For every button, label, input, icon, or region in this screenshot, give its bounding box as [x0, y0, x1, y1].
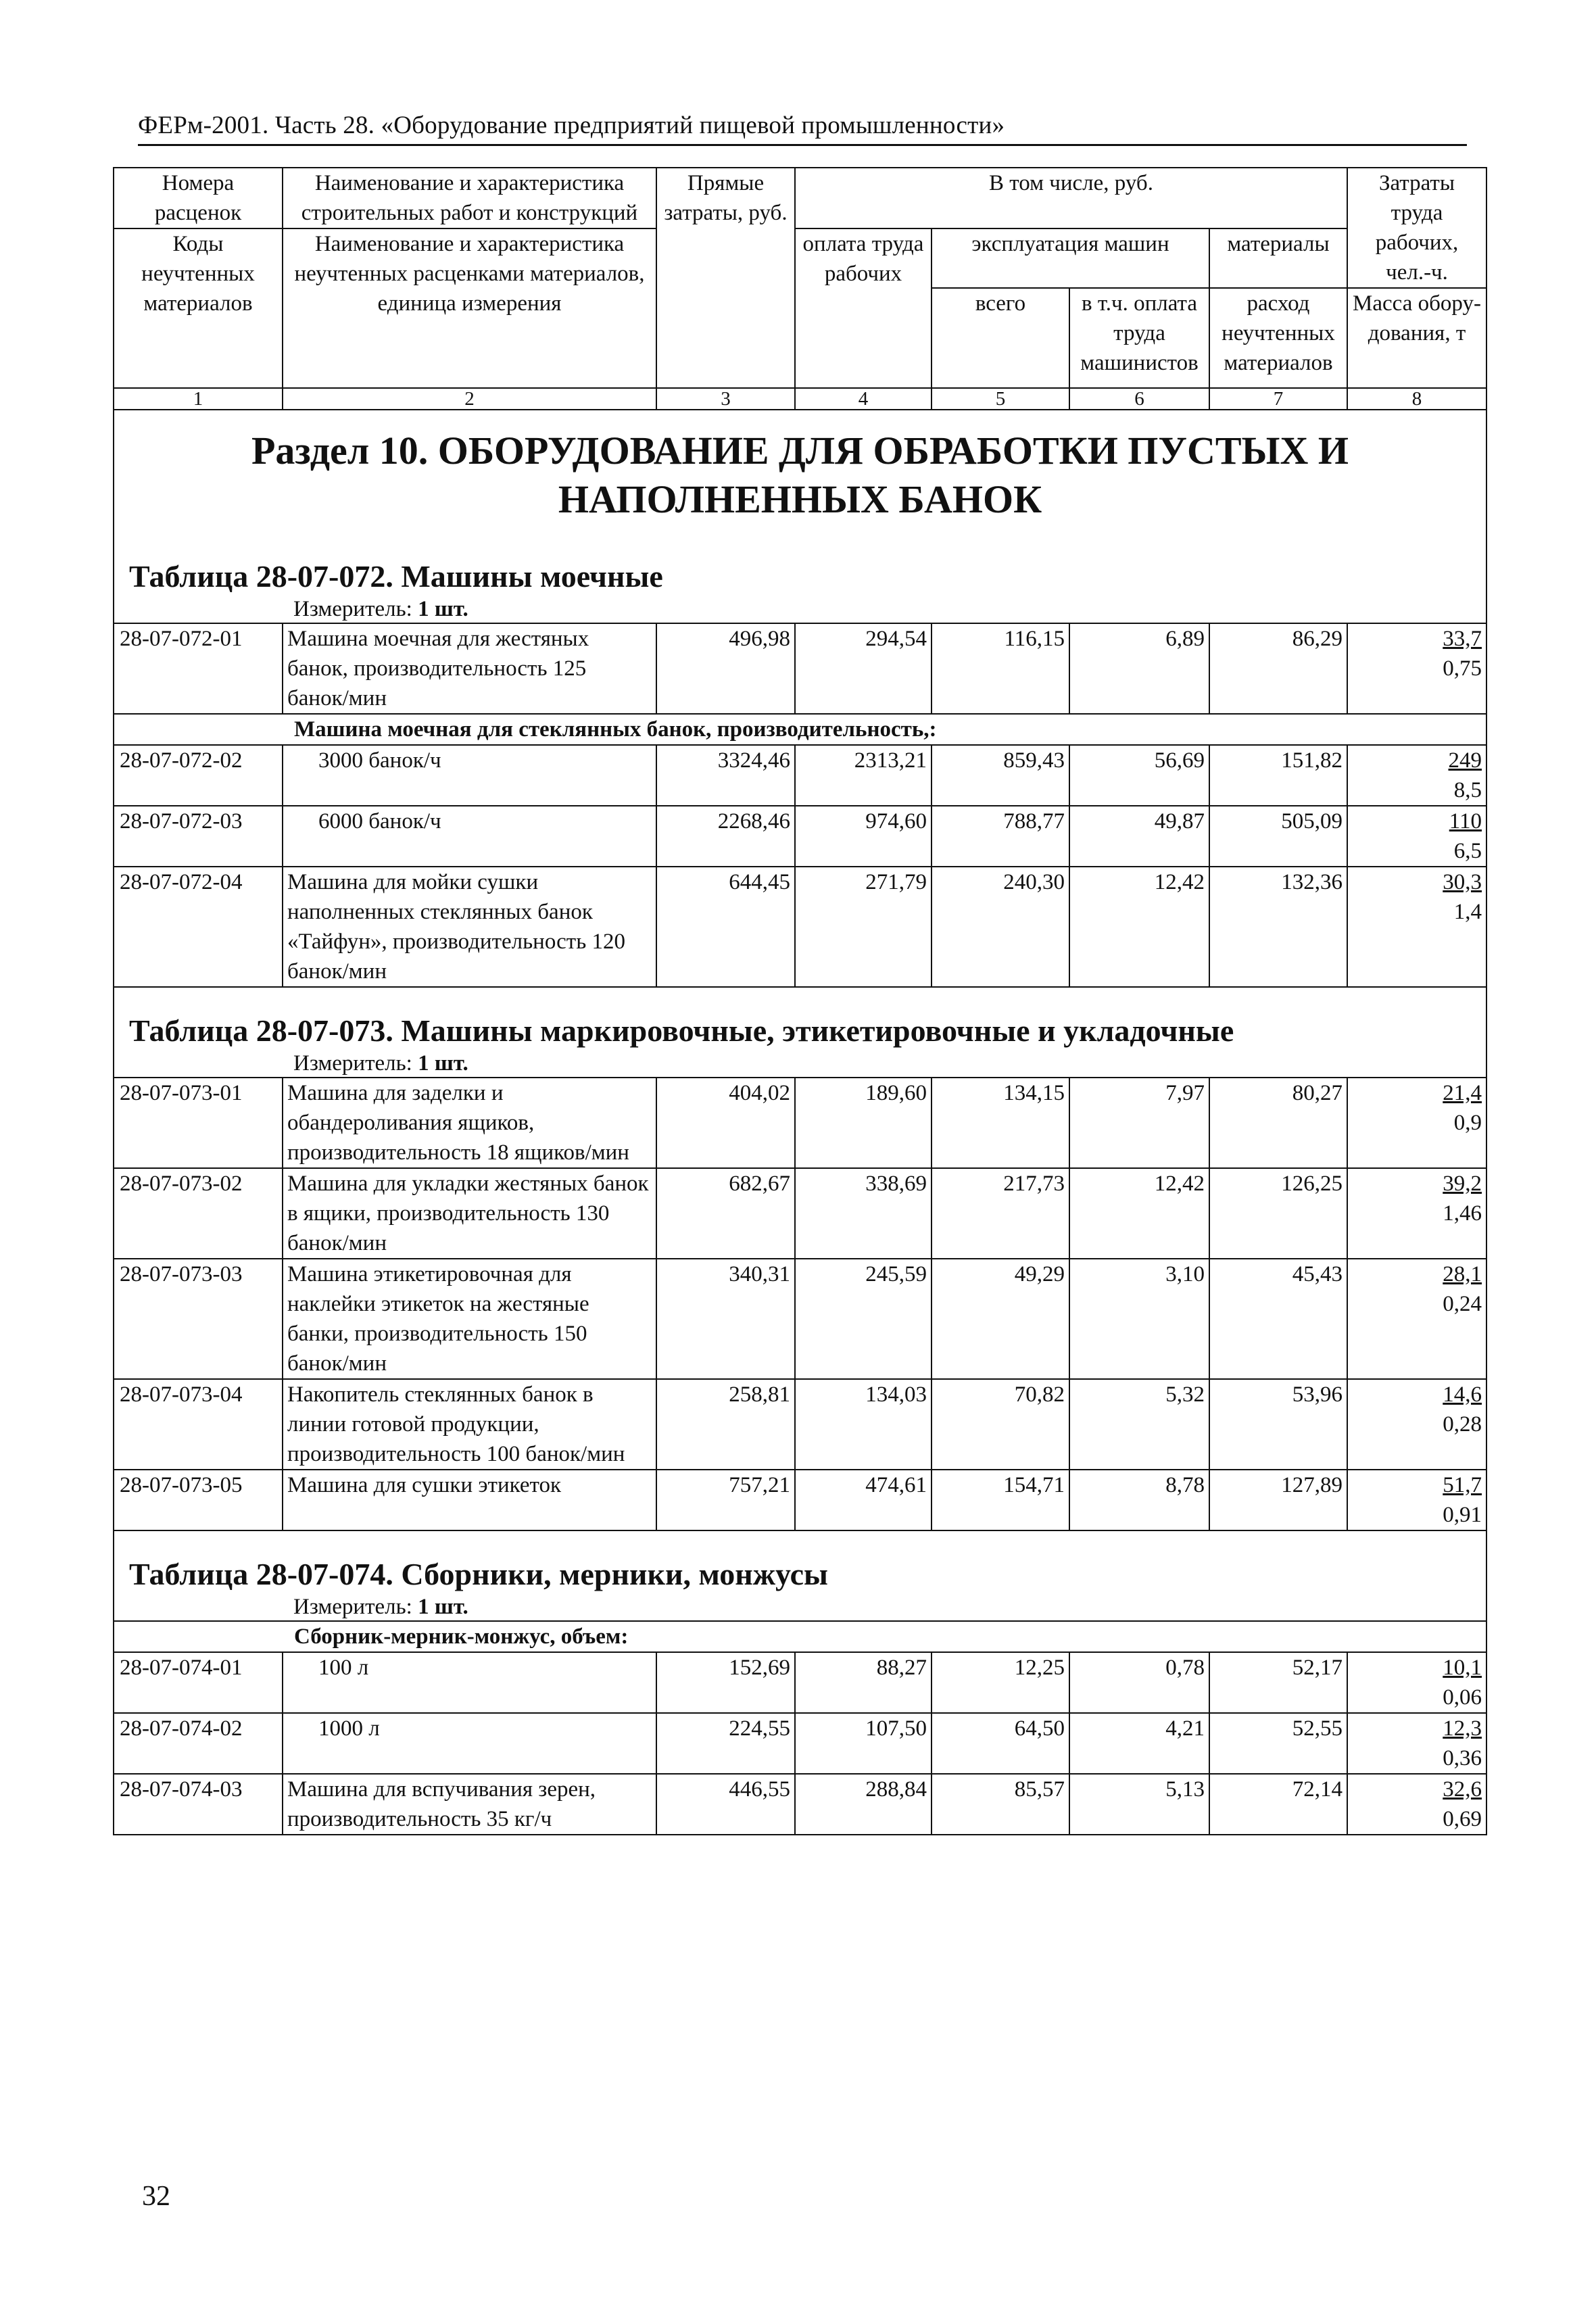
- group-row: [114, 1621, 1486, 1652]
- rate-row: [114, 806, 1486, 867]
- equipment-mass: 0,24: [1443, 1292, 1482, 1316]
- worker-pay: 288,84: [795, 1774, 932, 1835]
- direct-costs: 224,55: [656, 1713, 795, 1774]
- labor-mass-cell: [1347, 867, 1486, 987]
- machine-total: 64,50: [932, 1713, 1069, 1774]
- worker-pay: 107,50: [795, 1713, 932, 1774]
- equipment-mass: 8,5: [1453, 778, 1482, 802]
- machine-total: 70,82: [932, 1379, 1069, 1470]
- machinist-pay: 3,10: [1069, 1259, 1209, 1379]
- labor-mass-cell: [1347, 1259, 1486, 1379]
- materials-cost: 151,82: [1209, 745, 1347, 806]
- equipment-mass: 0,9: [1453, 1111, 1482, 1135]
- rate-row: [114, 1078, 1486, 1168]
- labor-hours: 21,4: [1443, 1081, 1482, 1105]
- rate-code: 28-07-074-01: [114, 1652, 283, 1713]
- materials-cost: 72,14: [1209, 1774, 1347, 1835]
- rate-code: 28-07-073-05: [114, 1470, 283, 1530]
- equipment-mass: 0,69: [1443, 1807, 1482, 1831]
- equipment-mass: 6,5: [1453, 839, 1482, 863]
- labor-mass-cell: [1347, 745, 1486, 806]
- header-including: В том числе, руб.: [795, 168, 1347, 228]
- col-number: 3: [656, 388, 795, 410]
- header-code-top: Номера расценок: [114, 168, 283, 228]
- materials-cost: 505,09: [1209, 806, 1347, 867]
- rate-code: 28-07-072-01: [114, 623, 283, 714]
- rate-name: 3000 банок/ч: [283, 745, 656, 806]
- labor-mass-cell: [1347, 1470, 1486, 1530]
- meter-line: [114, 596, 1486, 623]
- labor-hours: 30,3: [1443, 870, 1482, 894]
- labor-hours: 28,1: [1443, 1262, 1482, 1286]
- rate-code: 28-07-074-03: [114, 1774, 283, 1835]
- rate-code: 28-07-073-04: [114, 1379, 283, 1470]
- meter-line: [114, 1593, 1486, 1621]
- machine-total: 116,15: [932, 623, 1069, 714]
- meter-label: Измеритель:: [293, 1051, 412, 1076]
- worker-pay: 88,27: [795, 1652, 932, 1713]
- machinist-pay: 7,97: [1069, 1078, 1209, 1168]
- group-title: Машина моечная для стеклянных банок, производительность,:: [114, 714, 1486, 745]
- rate-code: 28-07-073-01: [114, 1078, 283, 1168]
- worker-pay: 974,60: [795, 806, 932, 867]
- worker-pay: 474,61: [795, 1470, 932, 1530]
- machine-total: 240,30: [932, 867, 1069, 987]
- col-number: 5: [932, 388, 1069, 410]
- header-mass: Масса обору-дования, т: [1347, 288, 1486, 388]
- col-number: 6: [1069, 388, 1209, 410]
- rate-row: [114, 1774, 1486, 1835]
- direct-costs: 340,31: [656, 1259, 795, 1379]
- rate-name: 6000 банок/ч: [283, 806, 656, 867]
- col-number: 8: [1347, 388, 1486, 410]
- machinist-pay: 12,42: [1069, 867, 1209, 987]
- machinist-pay: 5,32: [1069, 1379, 1209, 1470]
- materials-cost: 45,43: [1209, 1259, 1347, 1379]
- header-name-top: Наименование и характеристика строительных работ и конструкций: [283, 168, 656, 228]
- rate-name: Машина для сушки этикеток: [283, 1470, 656, 1530]
- table-title: Таблица 28-07-074. Сборники, мерники, монжусы: [114, 1538, 1486, 1593]
- section-title: Раздел 10. ОБОРУДОВАНИЕ ДЛЯ ОБРАБОТКИ ПУСТЫХ И НАПОЛНЕННЫХ БАНОК: [114, 410, 1486, 540]
- labor-mass-cell: [1347, 1078, 1486, 1168]
- rate-name: Машина моечная для жестяных банок, производительность 125 банок/мин: [283, 623, 656, 714]
- direct-costs: 682,67: [656, 1168, 795, 1259]
- rate-row: [114, 623, 1486, 714]
- machinist-pay: 49,87: [1069, 806, 1209, 867]
- equipment-mass: 0,36: [1443, 1746, 1482, 1770]
- rate-name: Машина для укладки жестяных банок в ящики, производительность 130 банок/мин: [283, 1168, 656, 1259]
- direct-costs: 152,69: [656, 1652, 795, 1713]
- machine-total: 859,43: [932, 745, 1069, 806]
- rate-row: [114, 1713, 1486, 1774]
- direct-costs: 644,45: [656, 867, 795, 987]
- worker-pay: 271,79: [795, 867, 932, 987]
- machinist-pay: 12,42: [1069, 1168, 1209, 1259]
- group-row: [114, 714, 1486, 745]
- header-name-bottom: Наименование и характеристика неучтенных расценками материалов, единица измерения: [283, 228, 656, 388]
- table-header: [114, 168, 1486, 410]
- materials-cost: 126,25: [1209, 1168, 1347, 1259]
- machine-total: 154,71: [932, 1470, 1069, 1530]
- direct-costs: 446,55: [656, 1774, 795, 1835]
- rate-code: 28-07-072-04: [114, 867, 283, 987]
- col-number: 7: [1209, 388, 1347, 410]
- header-unaccounted-materials: расход неучтенных материалов: [1209, 288, 1347, 388]
- direct-costs: 496,98: [656, 623, 795, 714]
- rate-name: Машина для мойки сушки наполненных стеклянных банок «Тайфун», производительность 120 банок/мин: [283, 867, 656, 987]
- document-title: ФЕРм-2001. Часть 28. «Оборудование предприятий пищевой промышленности»: [138, 112, 1005, 139]
- machinist-pay: 5,13: [1069, 1774, 1209, 1835]
- labor-hours: 51,7: [1443, 1473, 1482, 1497]
- machine-total: 788,77: [932, 806, 1069, 867]
- page-number: 32: [142, 2181, 170, 2212]
- labor-hours: 33,7: [1443, 627, 1482, 651]
- worker-pay: 294,54: [795, 623, 932, 714]
- labor-mass-cell: [1347, 806, 1486, 867]
- meter-line: [114, 1050, 1486, 1078]
- rate-name: 100 л: [283, 1652, 656, 1713]
- rate-code: 28-07-074-02: [114, 1713, 283, 1774]
- equipment-mass: 1,46: [1443, 1201, 1482, 1226]
- rate-code: 28-07-073-03: [114, 1259, 283, 1379]
- labor-hours: 10,1: [1443, 1656, 1482, 1680]
- meter-value: 1 шт.: [418, 597, 468, 621]
- rate-code: 28-07-072-03: [114, 806, 283, 867]
- table-gap: [114, 1530, 1486, 1538]
- machinist-pay: 0,78: [1069, 1652, 1209, 1713]
- rate-name: Накопитель стеклянных банок в линии готовой продукции, производительность 100 банок/мин: [283, 1379, 656, 1470]
- direct-costs: 258,81: [656, 1379, 795, 1470]
- worker-pay: 338,69: [795, 1168, 932, 1259]
- rate-name: Машина для вспучивания зерен, производительность 35 кг/ч: [283, 1774, 656, 1835]
- worker-pay: 189,60: [795, 1078, 932, 1168]
- materials-cost: 52,55: [1209, 1713, 1347, 1774]
- table-gap: [114, 987, 1486, 994]
- direct-costs: 404,02: [656, 1078, 795, 1168]
- equipment-mass: 0,75: [1443, 656, 1482, 681]
- header-machine-ops: эксплуатация машин: [932, 228, 1209, 288]
- header-machinist-pay: в т.ч. оплата труда машинистов: [1069, 288, 1209, 388]
- materials-cost: 80,27: [1209, 1078, 1347, 1168]
- materials-cost: 53,96: [1209, 1379, 1347, 1470]
- labor-mass-cell: [1347, 1774, 1486, 1835]
- header-worker-pay: оплата труда рабочих: [795, 228, 932, 388]
- rate-row: [114, 1470, 1486, 1530]
- meter-value: 1 шт.: [418, 1051, 468, 1076]
- machinist-pay: 56,69: [1069, 745, 1209, 806]
- rate-code: 28-07-072-02: [114, 745, 283, 806]
- equipment-mass: 1,4: [1453, 900, 1482, 924]
- labor-mass-cell: [1347, 623, 1486, 714]
- machine-total: 49,29: [932, 1259, 1069, 1379]
- labor-mass-cell: [1347, 1713, 1486, 1774]
- worker-pay: 134,03: [795, 1379, 932, 1470]
- materials-cost: 132,36: [1209, 867, 1347, 987]
- worker-pay: 2313,21: [795, 745, 932, 806]
- labor-hours: 12,3: [1443, 1716, 1482, 1741]
- rate-row: [114, 1379, 1486, 1470]
- machinist-pay: 6,89: [1069, 623, 1209, 714]
- machinist-pay: 4,21: [1069, 1713, 1209, 1774]
- labor-hours: 14,6: [1443, 1382, 1482, 1407]
- machine-total: 85,57: [932, 1774, 1069, 1835]
- table-title: Таблица 28-07-073. Машины маркировочные, этикетировочные и укладочные: [114, 994, 1486, 1050]
- rate-row: [114, 1652, 1486, 1713]
- rate-code: 28-07-073-02: [114, 1168, 283, 1259]
- col-number: 4: [795, 388, 932, 410]
- materials-cost: 52,17: [1209, 1652, 1347, 1713]
- worker-pay: 245,59: [795, 1259, 932, 1379]
- header-materials: материалы: [1209, 228, 1347, 288]
- labor-mass-cell: [1347, 1379, 1486, 1470]
- header-machine-total: всего: [932, 288, 1069, 388]
- direct-costs: 3324,46: [656, 745, 795, 806]
- page-header: [138, 111, 1467, 146]
- labor-hours: 32,6: [1443, 1777, 1482, 1802]
- labor-mass-cell: [1347, 1652, 1486, 1713]
- rate-row: [114, 1168, 1486, 1259]
- rate-row: [114, 745, 1486, 806]
- equipment-mass: 0,06: [1443, 1685, 1482, 1710]
- col-number: 1: [114, 388, 283, 410]
- machinist-pay: 8,78: [1069, 1470, 1209, 1530]
- meter-value: 1 шт.: [418, 1595, 468, 1619]
- equipment-mass: 0,91: [1443, 1503, 1482, 1527]
- col-number: 2: [283, 388, 656, 410]
- direct-costs: 757,21: [656, 1470, 795, 1530]
- equipment-mass: 0,28: [1443, 1412, 1482, 1437]
- meter-label: Измеритель:: [293, 597, 412, 621]
- labor-mass-cell: [1347, 1168, 1486, 1259]
- rate-name: 1000 л: [283, 1713, 656, 1774]
- machine-total: 12,25: [932, 1652, 1069, 1713]
- direct-costs: 2268,46: [656, 806, 795, 867]
- rate-name: Машина для заделки и обандероливания ящиков, производительность 18 ящиков/мин: [283, 1078, 656, 1168]
- header-labor: Затраты труда рабочих, чел.-ч.: [1347, 168, 1486, 288]
- rate-name: Машина этикетировочная для наклейки этикеток на жестяные банки, производительность 150 банок/мин: [283, 1259, 656, 1379]
- labor-hours: 39,2: [1443, 1172, 1482, 1196]
- header-code-bottom: Коды неучтенных материалов: [114, 228, 283, 388]
- rate-row: [114, 1259, 1486, 1379]
- rate-row: [114, 867, 1486, 987]
- materials-cost: 127,89: [1209, 1470, 1347, 1530]
- machine-total: 134,15: [932, 1078, 1069, 1168]
- header-direct-costs: Прямые затраты, руб.: [656, 168, 795, 388]
- machine-total: 217,73: [932, 1168, 1069, 1259]
- meter-label: Измеритель:: [293, 1595, 412, 1619]
- labor-hours: 249: [1448, 748, 1482, 773]
- labor-hours: 110: [1449, 809, 1482, 834]
- materials-cost: 86,29: [1209, 623, 1347, 714]
- table-body: [114, 410, 1486, 1835]
- rates-table: [113, 167, 1487, 1835]
- group-title: Сборник-мерник-монжус, объем:: [114, 1621, 1486, 1652]
- table-title: Таблица 28-07-072. Машины моечные: [114, 540, 1486, 596]
